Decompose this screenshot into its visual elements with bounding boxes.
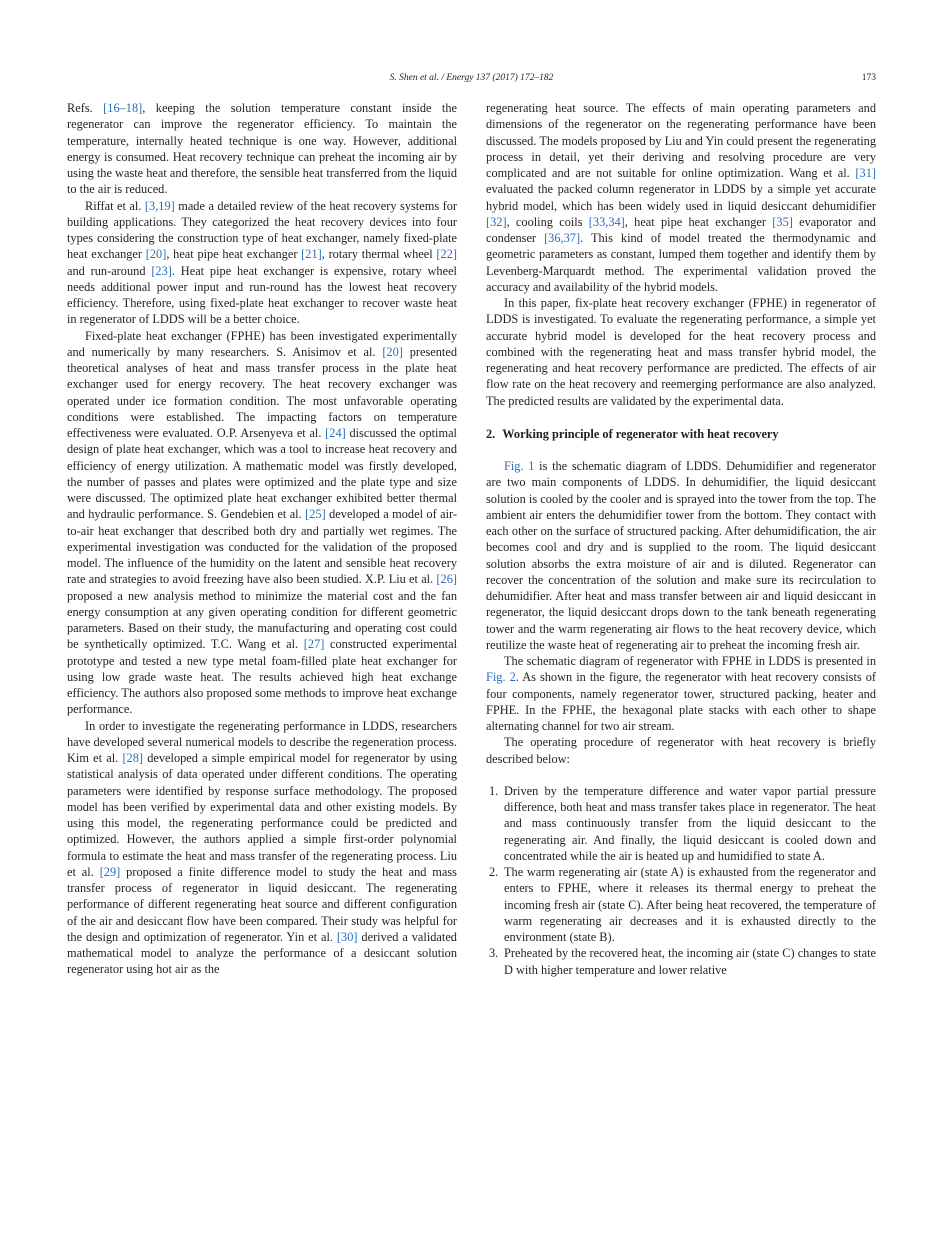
section-number: 2. (486, 426, 496, 441)
citation-link[interactable]: [27] (303, 637, 325, 652)
paragraph: The schematic diagram of regenerator with FPHE in LDDS is presented in Fig. 2. As shown in the figure, the regenerator with heat recovery consists of four components, namely regenerator tower, structured packing, heater and FPHE. In the FPHE, the hexagonal plate stacks with each other to shape alternating channel for two air stream. (486, 654, 877, 733)
citation-link[interactable]: [26] (436, 572, 457, 587)
list-item: 3. Preheated by the recovered heat, the incoming air (state C) changes to state D with higher temperature and lower relative (489, 946, 876, 977)
citation-link[interactable]: [24] (325, 426, 346, 440)
paragraph: Refs. [16–18], keeping the solution temperature constant inside the regenerator can improve the regenerator efficiency. To maintain the temperature, internally heated technique is one way. However, additional energy is consumed. Heat recovery technique can preheat the incoming air by using the waste heat and therefore, the sensible heat transferred from the liquid to the air is reduced. (67, 101, 457, 197)
list-marker: 2. (489, 865, 499, 879)
citation-link[interactable]: [32] (486, 214, 507, 229)
section-heading (486, 426, 876, 442)
procedure-list (486, 783, 876, 978)
paragraph: regenerating heat source. The effects of main operating parameters and dimensions of the regenerator on the regenerating performance have been discussed. The models proposed by Liu and Yin could present the regenerating process in detail, yet their deriving and resolving procedure are very complicated and are not suitable for online optimization. Wang et al. [31] evaluated the packed column regenerator in LDDS by a simple yet accurate hybrid model, which has been widely used in liquid desiccant dehumidifier [32], cooling coils [33,34], heat pipe heat exchanger [35] evaporator and condenser [36,37]. This kind of model treated the thermodynamic and geometric parameters as constant, lumped them together and identify them by Levenberg-Marquardt method. The experimental validation proved the accuracy and availability of the hybrid models. (486, 101, 877, 294)
running-header (67, 73, 876, 89)
list-item: 1. Driven by the temperature difference and water vapor partial pressure difference, both heat and mass transfer takes place in regenerator. The heat and mass continuously transfer from the liquid desiccant to the regenerating air. And finally, the liquid desiccant is cooled down and concentrated while the air is heated up and humidified to state A. (489, 783, 876, 863)
citation-link[interactable]: [35] (772, 214, 793, 229)
citation-link[interactable]: [25] (305, 507, 326, 522)
citation-link[interactable]: [33,34] (588, 214, 625, 229)
citation-link[interactable]: [30] (336, 929, 358, 944)
list-marker: 3. (489, 946, 499, 961)
citation-link[interactable]: [28] (122, 751, 144, 765)
list-marker: 1. (489, 783, 499, 798)
citation-link[interactable]: [29] (99, 864, 121, 879)
right-column (486, 100, 876, 978)
citation-link[interactable]: [31] (855, 166, 876, 180)
paragraph: Fig. 1 is the schematic diagram of LDDS. Dehumidifier and regenerator are two main components of LDDS. In dehumidifier, the liquid desiccant solution is cooled by the cooler and is sprayed into the tower from the top. The ambient air enters the dehumidifier tower from the bottom. They contact with each other on the surface of structured packing. After dehumidification, the air becomes cool and dry and is supplied to the room. The liquid desiccant solution absorbs the extra moisture of air and is diluted. Regenerator can recover the concentration of the solution and make sure its recirculation to dehumidifier. After heat and mass transfer between air and liquid desiccant in regenerator, the liquid desiccant drops down to the tank beneath regenerating tower and the warm regenerating air flows to the heat recovery device, which reutilize the waste heat of regenerating air to preheat the incoming fresh air. (486, 459, 877, 652)
paragraph: In order to investigate the regenerating performance in LDDS, researchers have developed several numerical models to describe the regeneration process. Kim et al. [28] developed a simple empirical model for regenerator by using statistical analysis of data operated under different conditions. The operating parameters were identified by response surface methodology. The proposed model has been verified by experimental data and other existing models. By using this model, the regenerating performance could be predicted and optimized. However, the authors applied a simple first-order polynomial formula to estimate the heat and mass transfer of the regenerating process. Liu et al. [29] proposed a finite difference model to study the heat and mass transfer process of regenerator in liquid desiccant. The regenerating performance of different regenerating heat source and different configuration of the air and desiccant flow have been compared. Their study was helpful for the design and optimization of regenerator. Yin et al. [30] derived a validated mathematical model to analyze the performance of a desiccant solution regenerator using hot air as the (67, 718, 458, 977)
citation-link[interactable]: [16–18] (103, 101, 143, 115)
citation-link[interactable]: [20] (145, 247, 167, 262)
running-title: S. Shen et al. / Energy 137 (2017) 172–182 (389, 73, 554, 83)
citation-link[interactable]: [36,37] (544, 231, 581, 245)
citation-link[interactable]: [22] (436, 247, 457, 262)
page-number: 173 (861, 73, 876, 83)
citation-link[interactable]: [21] (301, 247, 322, 262)
citation-link[interactable]: [3,19] (144, 198, 175, 213)
citation-link[interactable]: [23] (151, 263, 172, 278)
figure-link[interactable]: Fig. 2 (486, 670, 516, 685)
figure-link[interactable]: Fig. 1 (504, 459, 535, 473)
list-item: 2. The warm regenerating air (state A) is exhausted from the regenerator and enters to FPHE, where it releases its thermal energy to preheat the incoming fresh air (state C). After being heat recovered, the temperature of warm regenerating air decreases and it is exhausted directly to the environment (state B). (489, 865, 876, 944)
paragraph: In this paper, fix-plate heat recovery exchanger (FPHE) in regenerator of LDDS is investigated. To evaluate the regenerating performance, a simple yet accurate hybrid model is developed for the heat recovery process and combined with the regenerating heat and mass transfer hybrid model, the regenerating and heat recovery performance are predicted. The effects of air flow rate on the heat recovery and reemerging performance are also analyzed. The predicted results are validated by the experimental data. (486, 296, 876, 408)
paragraph: The operating procedure of regenerator with heat recovery is briefly described below: (486, 735, 876, 766)
paragraph: Fixed-plate heat exchanger (FPHE) has been investigated experimentally and numerically by many researchers. S. Anisimov et al. [20] presented theoretical analyses of heat and mass transfer process in the plate heat exchanger used for energy recovery. The heat recovery exchanger was operated under ice formation condition. The most unfavorable operating conditions were established. The impacting factors on temperature effectiveness were evaluated. O.P. Arsenyeva et al. [24] discussed the optimal design of plate heat exchanger, which was a tool to increase heat recovery and efficiency of energy utilization. A mathematic model was firstly developed, the number of passes and plates were optimized and the plate type and size were discussed. The optimized plate heat exchanger exhibited better thermal and hydraulic performance. S. Gendebien et al. [25] developed a model of air-to-air heat exchanger that described both dry and partially wet regimes. The experimental investigation was conducted for the validation of the proposed model. The influence of the humidity on the latent and sensible heat recovery rate and strategies to avoid freezing have also been studied. X.P. Liu et al. [26] proposed a new analysis method to minimize the material cost and the fan energy consumption at any given operating condition for different geometric parameters. Based on their study, the manufacturing and operating cost could be synthetically optimized. T.C. Wang et al. [27] constructed experimental prototype and tested a new type metal foam-filled plate heat exchanger for using low grade waste heat. The results achieved high heat exchange efficiency. The authors also proposed some methods to improve heat exchange performance. (67, 328, 458, 717)
left-column (67, 100, 457, 978)
section-title: Working principle of regenerator with heat recovery (502, 426, 779, 441)
citation-link[interactable]: [20] (382, 344, 403, 359)
paragraph: Riffat et al. [3,19] made a detailed review of the heat recovery systems for building applications. They categorized the heat recovery devices into four types considering the construction type of heat exchanger, namely fixed-plate heat exchanger [20], heat pipe heat exchanger [21], rotary thermal wheel [22] and run-around [23]. Heat pipe heat exchanger is expensive, rotary wheel needs additional power input and run-round has the lowest heat recovery efficiency. Therefore, using fixed-plate heat exchanger to recover waste heat in regenerator of LDDS will be a better choice. (67, 198, 457, 327)
